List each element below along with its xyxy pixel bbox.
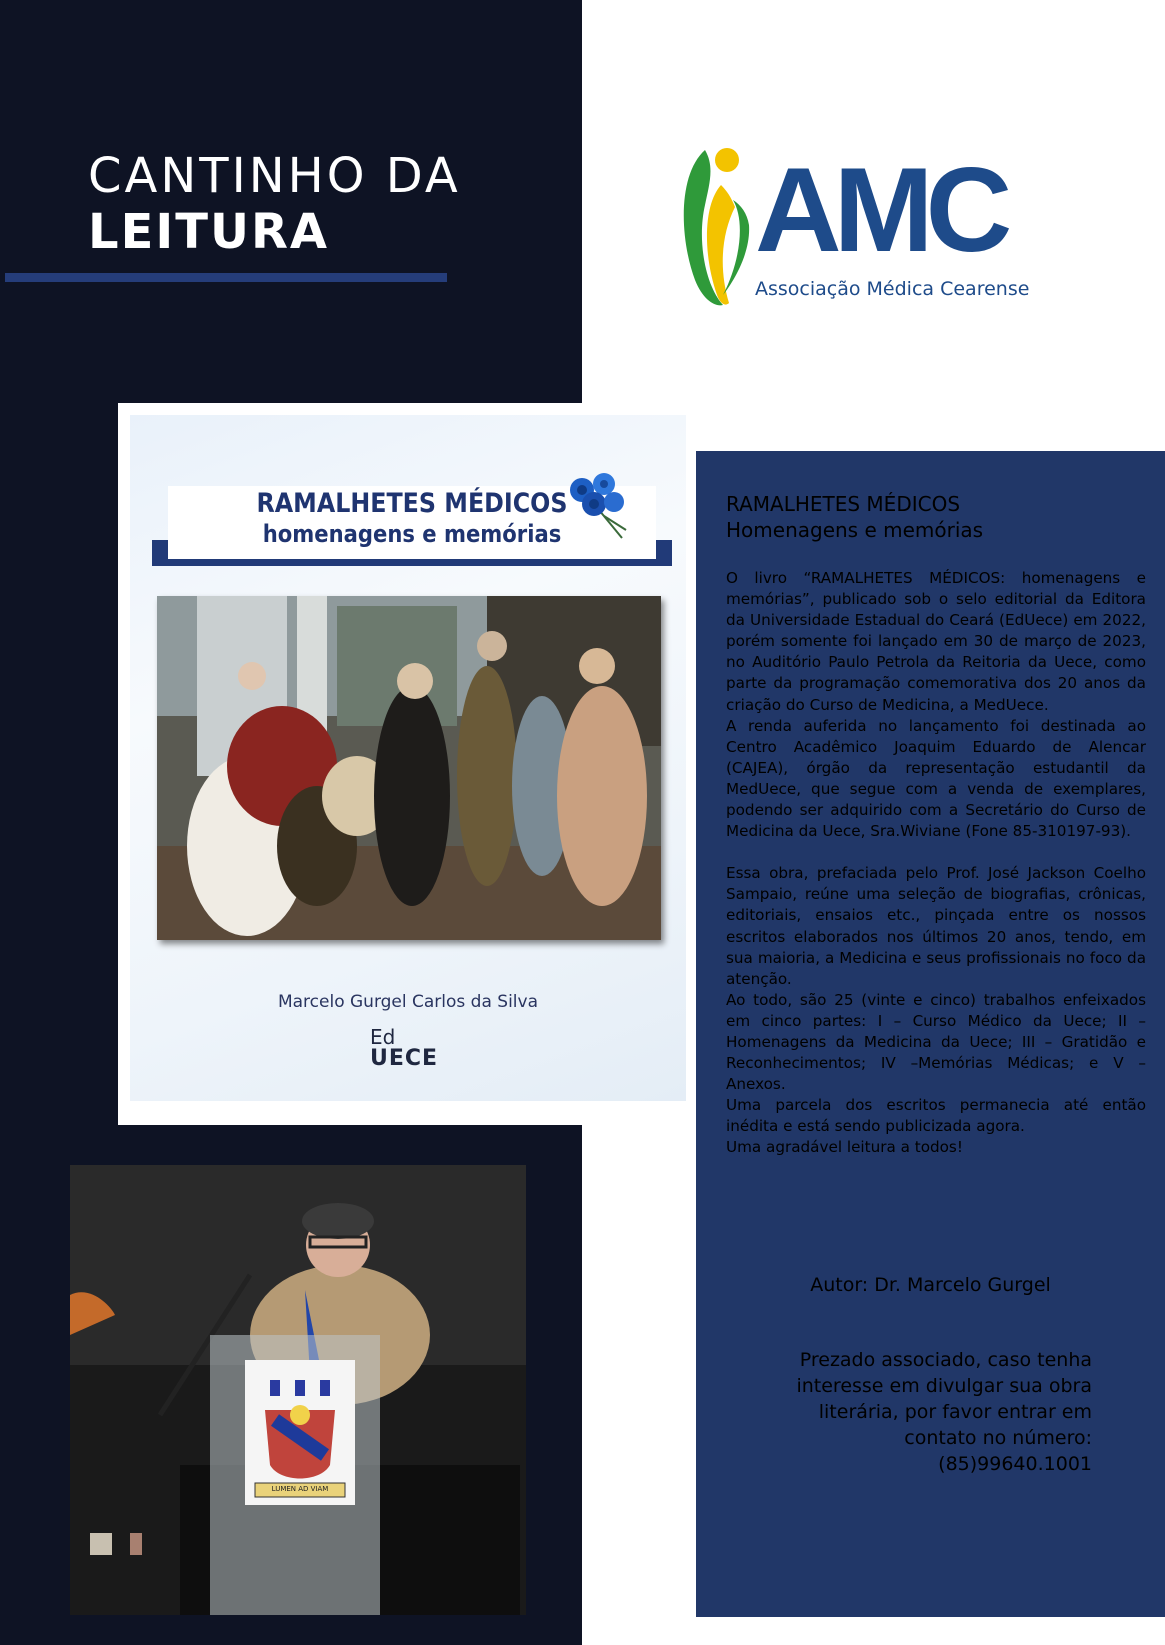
heading-underline: [5, 273, 447, 282]
contact-note: [740, 1347, 1092, 1477]
cover-author: Marcelo Gurgel Carlos da Silva: [277, 992, 539, 1012]
heading-line1: CANTINHO DA: [88, 148, 461, 204]
article-title: [726, 491, 983, 543]
article-paragraph: A renda auferida no lançamento foi destinada ao Centro Acadêmico Joaquim Eduardo de Alencar (CAJEA), órgão da representação estudantil da MedUece, que segue com a venda de exemplares, podendo ser adquirido com a Secretário do Curso de Medicina da Uece, Sra.Wiviane (Fone 85-310197-93).: [726, 716, 1146, 841]
blue-roses-icon: [564, 470, 634, 542]
article-title-line2: Homenagens e memórias: [726, 518, 984, 542]
amc-logo-acronym: AMC: [755, 143, 1005, 277]
article-title-line1: RAMALHETES MÉDICOS: [726, 492, 961, 516]
amc-logo-name: Associação Médica Cearense: [755, 278, 1030, 300]
contact-line: contato no número:: [904, 1427, 1092, 1449]
publisher-ed: Ed: [370, 1025, 396, 1049]
article-paragraph: Uma parcela dos escritos permanecia até então inédita e está sendo publicizada agora.: [726, 1096, 1146, 1136]
article-paragraph: Ao todo, são 25 (vinte e cinco) trabalhos enfeixados em cinco partes: I – Curso Médico da Uece; II – Homenagens da Medicina da Uece; III – Gratidão e Reconhecimentos; IV –Memórias Médicas; e V – Anexos.: [726, 990, 1146, 1094]
article-paragraph: Essa obra, prefaciada pelo Prof. José Jackson Coelho Sampaio, reúne uma seleção de biografias, crônicas, editoriais, ensaios etc., pinçada entre os nossos escritos elaborados nos últimos 20 anos, tendo, em sua maioria, a Medicina e seus profissionais no foco da atenção.: [726, 864, 1146, 988]
cover-publisher: [370, 1027, 438, 1071]
cover-title: RAMALHETES MÉDICOS: [256, 488, 568, 519]
cover-subtitle: homenagens e memórias: [262, 520, 562, 548]
article-body: [726, 568, 1146, 1159]
article-author: Autor: Dr. Marcelo Gurgel: [810, 1274, 1051, 1296]
speaker-photo: [70, 1165, 526, 1615]
publisher-uece: UECE: [370, 1046, 439, 1071]
article-paragraph: O livro “RAMALHETES MÉDICOS: homenagens e memórias”, publicado sob o selo editorial da Editora da Universidade Estadual do Ceará (EdUece) em 2022, porém somente foi lançado em 30 de março de 2023, no Auditório Paulo Petrola da Reitoria da Uece, como parte da programação comemorativa dos 20 anos da criação do Curso de Medicina, a MedUece.: [726, 569, 1146, 714]
contact-line: literária, por favor entrar em: [818, 1401, 1092, 1423]
contact-phone: (85)99640.1001: [938, 1453, 1092, 1475]
contact-line: Prezado associado, caso tenha: [799, 1349, 1092, 1371]
cover-painting: [157, 596, 661, 940]
contact-line: interesse em divulgar sua obra: [796, 1375, 1092, 1397]
article-paragraph: Uma agradável leitura a todos!: [726, 1138, 963, 1157]
podium-motto: LUMEN AD VIAM: [271, 1485, 329, 1493]
section-heading: [88, 148, 461, 260]
heading-line2: LEITURA: [88, 204, 330, 260]
